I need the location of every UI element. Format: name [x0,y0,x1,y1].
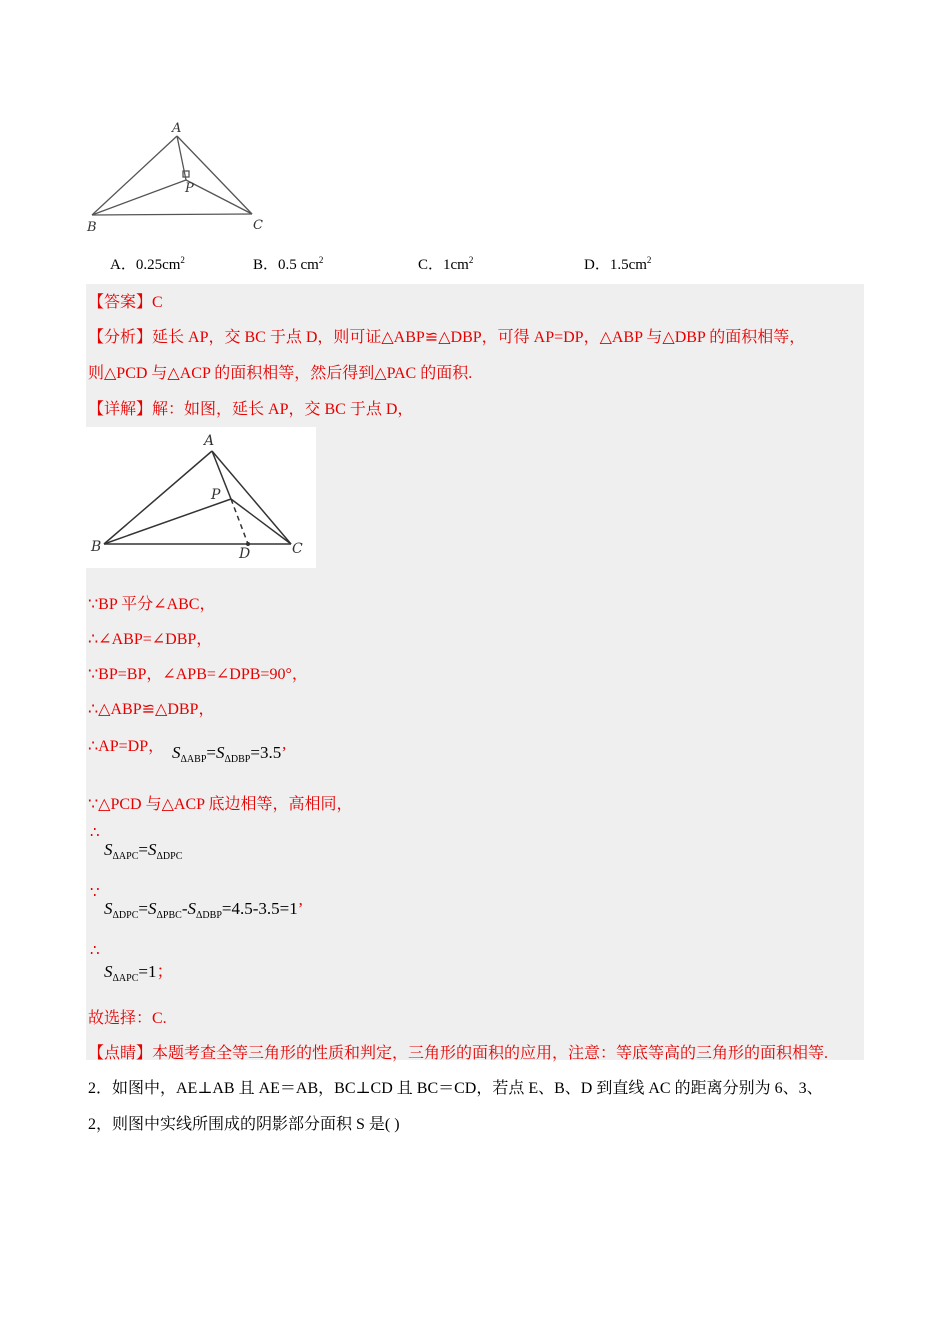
edge-ac [177,136,252,214]
option-a: A．$0.25cm^2$ [110,255,185,273]
edge-ac-2 [212,451,291,544]
label-c: C [253,218,263,233]
triangle-figure-2 [86,427,316,568]
formula-dpc: $S_{\Delta DPC}=S_{\Delta PBC}-S_{\Delta DBP}=4.5-3.5=1$’ [104,899,304,921]
answer-line: 【答案】C [88,294,163,311]
label-p: P [185,181,194,196]
segment-bp [92,180,186,215]
because-mark-1: ∵ [90,885,100,901]
step-5: ∴AP=DP， [88,738,165,755]
label-p-2: P [211,487,221,503]
step-2: ∴∠ABP=∠DBP， [88,631,213,648]
segment-pc [186,180,252,214]
label-a: A [172,121,182,136]
edge-ab-2 [104,451,212,544]
label-b: B [87,220,97,235]
edge-bc [92,214,252,215]
option-b: B．0.5 $cm^2$ [253,255,324,273]
comment-line: 【点睛】本题考查全等三角形的性质和判定，三角形的面积的应用，注意：等底等高的三角形的面积相等. [88,1045,829,1062]
segment-bp-2 [104,499,231,544]
segment-pc-2 [231,499,291,544]
step-6: ∵△PCD 与△ACP 底边相等，高相同， [88,796,353,813]
formula-apc-result: $S_{\Delta APC}=1$； [104,962,174,984]
label-d-2: D [239,546,251,562]
label-a-2: A [204,433,215,449]
step-1: ∵BP 平分∠ABC， [88,596,216,613]
step-3: ∵BP=BP，∠APB=∠DPB=90°， [88,666,308,683]
formula-abp-dbp: $S_{\Delta ABP}=S_{\Delta DBP}=3.5$’ [172,743,287,765]
therefore-mark-2: ∴ [90,943,100,959]
therefore-mark-1: ∴ [90,825,100,841]
question-2-line-1: 2．如图中，AE⊥AB 且 AE＝AB，BC⊥CD 且 BC＝CD，若点 E、B、D 到直线 AC 的距离分别为 6、3、 [88,1080,823,1097]
formula-apc-dpc: $S_{\Delta APC}=S_{\Delta DPC}$ [104,840,183,862]
label-b-2: B [91,539,102,555]
option-d: D．$1.5cm^2$ [584,255,652,273]
triangle-figure-1 [86,118,276,236]
label-c-2: C [292,541,303,557]
answer-options [110,253,810,277]
step-4: ∴△ABP≌△DBP， [88,701,215,718]
analysis-line-2: 则△PCD 与△ACP 的面积相等，然后得到△PAC 的面积. [88,365,473,382]
analysis-line-1: 【分析】延长 AP，交 BC 于点 D，则可证△ABP≌△DBP，可得 AP=DP，△ABP 与△DBP 的面积相等， [88,329,806,346]
option-c: C．$1cm^2$ [418,255,474,273]
segment-ap [177,136,186,180]
detail-line: 【详解】解：如图，延长 AP，交 BC 于点 D， [88,401,414,418]
choose-line: 故选择：C. [88,1010,167,1027]
question-2-line-2: 2，则图中实线所围成的阴影部分面积 S 是( ) [88,1116,400,1133]
edge-ab [92,136,177,215]
